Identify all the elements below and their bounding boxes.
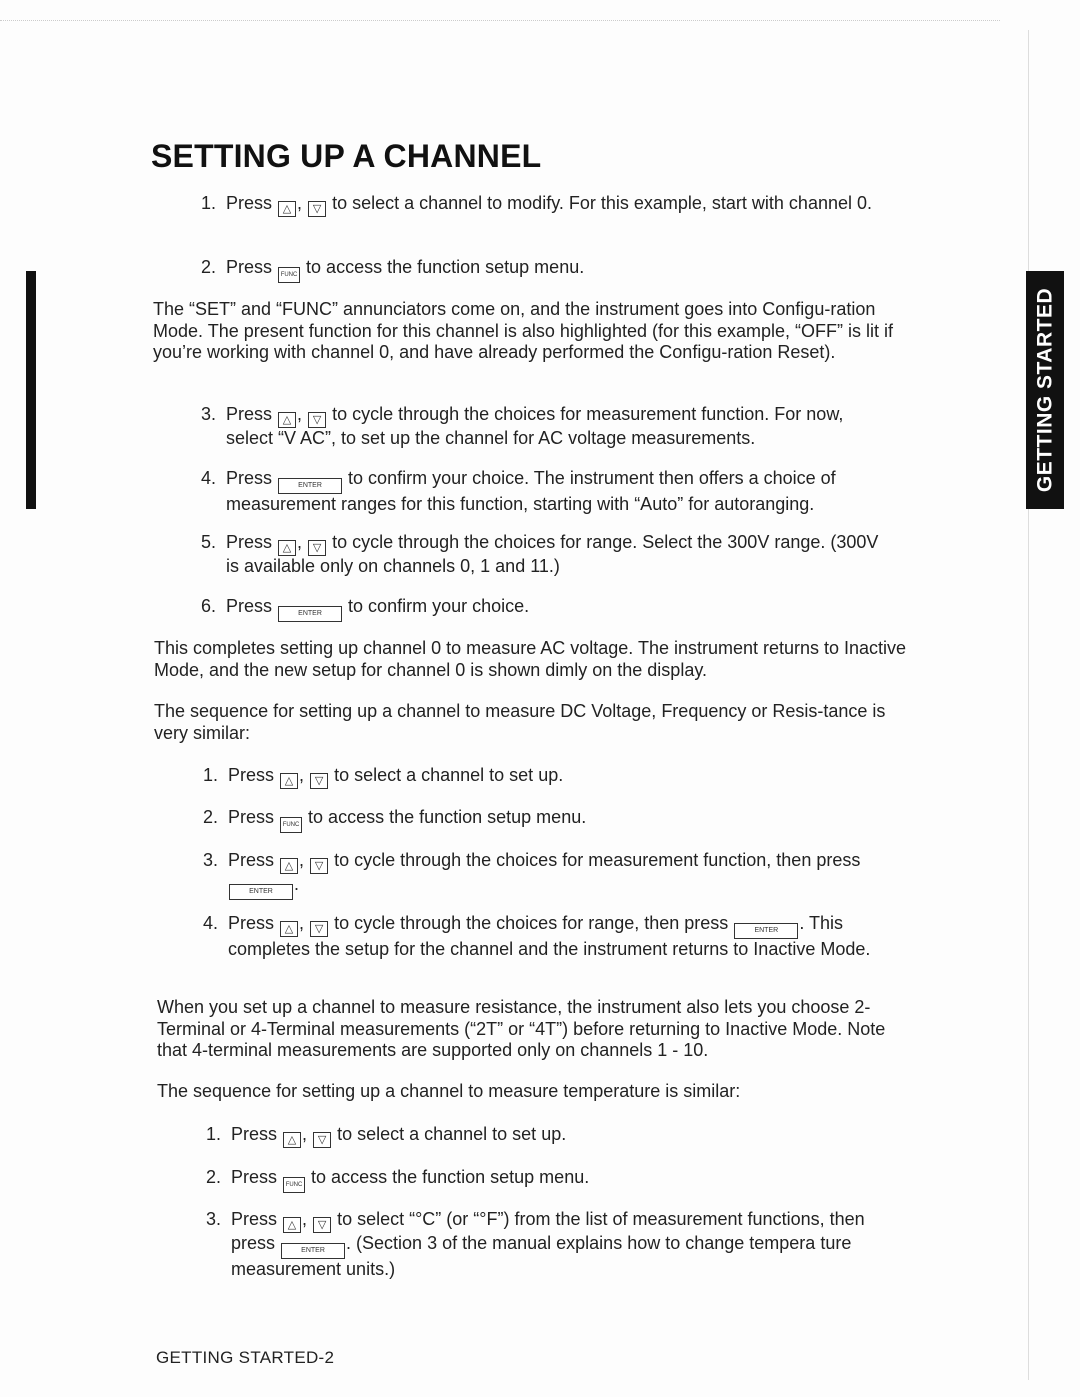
down-arrow-key-icon: ▽ xyxy=(310,921,328,937)
top-border xyxy=(0,20,1000,22)
down-arrow-key-icon: ▽ xyxy=(308,540,326,556)
right-margin-rule xyxy=(1028,30,1029,1380)
up-arrow-key-icon: △ xyxy=(280,921,298,937)
down-arrow-key-icon: ▽ xyxy=(308,201,326,217)
paragraph-completion: This completes setting up channel 0 to measure AC voltage. The instrument returns to Inactive Mode, and the new setup for channel 0 is shown dimly on the display. xyxy=(154,638,907,680)
enter-key-icon: ENTER xyxy=(229,884,293,900)
up-arrow-key-icon: △ xyxy=(278,412,296,428)
up-arrow-key-icon: △ xyxy=(278,540,296,556)
enter-key-icon: ENTER xyxy=(278,606,342,622)
paragraph-resistance: When you set up a channel to measure resistance, the instrument also lets you choose 2-Terminal or 4-Terminal measurements (“2T” or “4T”) before returning to Inactive Mode. Note that 4-terminal measurements are supported only on channels 1 - 10. xyxy=(157,997,886,1060)
enter-key-icon: ENTER xyxy=(281,1243,345,1259)
down-arrow-key-icon: ▽ xyxy=(310,858,328,874)
enter-key-icon: ENTER xyxy=(278,478,342,494)
paragraph-dc-sequence: The sequence for setting up a channel to measure DC Voltage, Frequency or Resis-tance is very similar: xyxy=(154,701,886,743)
down-arrow-key-icon: ▽ xyxy=(310,773,328,789)
up-arrow-key-icon: △ xyxy=(280,858,298,874)
side-tab-label: GETTING STARTED xyxy=(1033,287,1057,493)
down-arrow-key-icon: ▽ xyxy=(313,1217,331,1233)
paragraph-configuration-mode: The “SET” and “FUNC” annunciators come on, and the instrument goes into Configu-ration Mode. The present function for this channel is also highlighted (for this example, “OFF” is lit if you’re working with channel 0, and have already performed the Configu-ration Reset). xyxy=(153,299,894,362)
enter-key-icon: ENTER xyxy=(734,923,798,939)
func-key-icon: FUNC xyxy=(280,817,302,833)
up-arrow-key-icon: △ xyxy=(278,201,296,217)
page-footer: GETTING STARTED-2 xyxy=(156,1348,335,1367)
left-section-bar xyxy=(26,271,36,509)
section-side-tab xyxy=(1026,271,1064,509)
page-title: SETTING UP A CHANNEL xyxy=(151,138,542,174)
up-arrow-key-icon: △ xyxy=(283,1132,301,1148)
paragraph-temperature-sequence: The sequence for setting up a channel to measure temperature is similar: xyxy=(157,1081,741,1101)
func-key-icon: FUNC xyxy=(278,267,300,283)
down-arrow-key-icon: ▽ xyxy=(313,1132,331,1148)
up-arrow-key-icon: △ xyxy=(283,1217,301,1233)
up-arrow-key-icon: △ xyxy=(280,773,298,789)
step-1: 1. Press △ , ▽ to select a channel to modify. For this example, start with channel 0. xyxy=(200,193,872,215)
func-key-icon: FUNC xyxy=(283,1177,305,1193)
down-arrow-key-icon: ▽ xyxy=(308,412,326,428)
